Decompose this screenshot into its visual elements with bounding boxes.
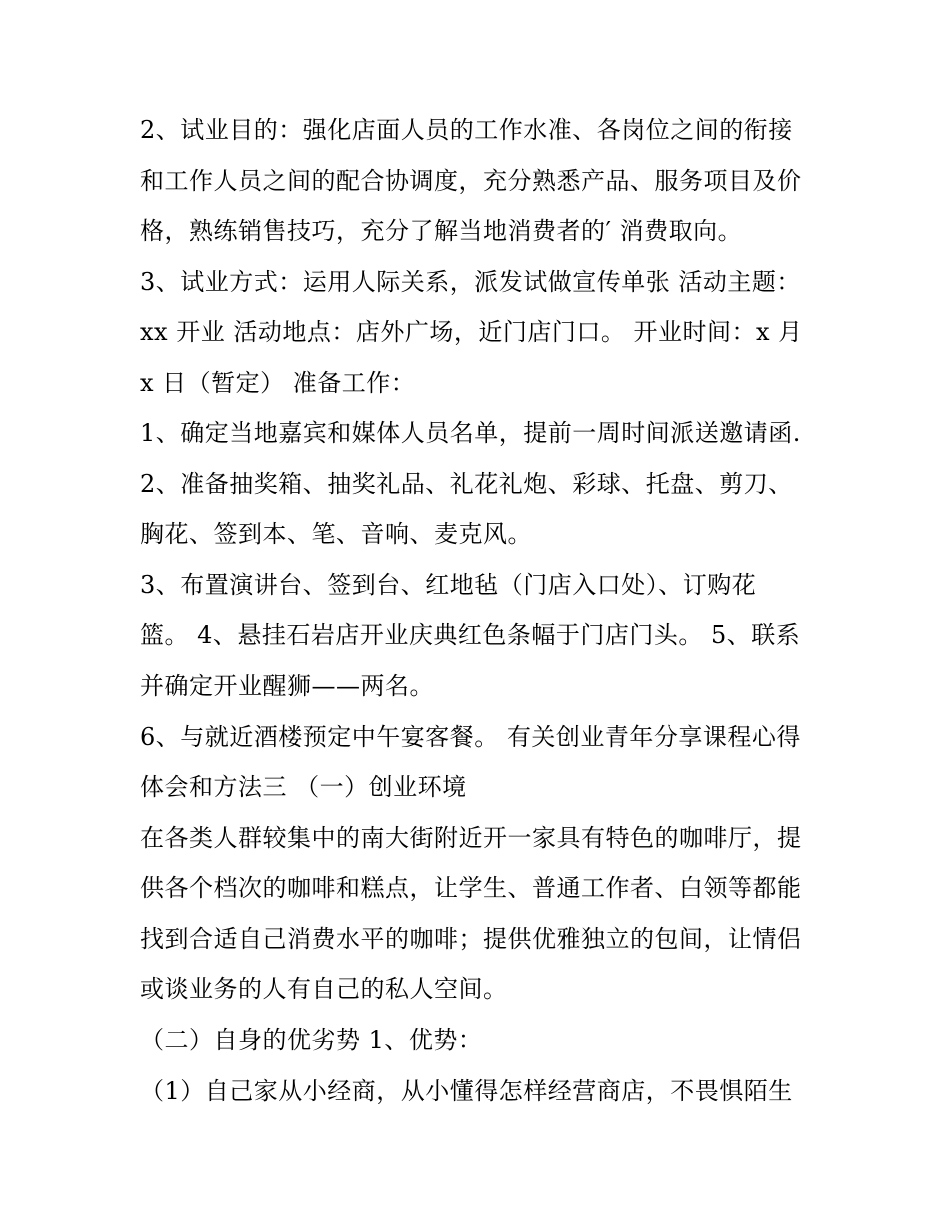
text-line: 并确定开业醒狮——两名。 — [140, 672, 434, 700]
text-line: 格，熟练销售技巧，充分了解当地消费者的′ 消费取向。 — [140, 217, 743, 245]
text-line: （二）自身的优劣势 1、优势： — [140, 1026, 483, 1054]
text-line: 3、试业方式：运用人际关系，派发试做宣传单张 活动主题： — [140, 268, 801, 296]
text-line: 在各类人群较集中的南大街附近开一家具有特色的咖啡厅，提 — [140, 824, 802, 852]
text-line: 供各个档次的咖啡和糕点，让学生、普通工作者、白领等都能 — [140, 874, 802, 902]
text-line: 6、与就近酒楼预定中午宴客餐。 有关创业青年分享课程心得 — [140, 723, 801, 751]
text-line: 或谈业务的人有自己的私人空间。 — [140, 975, 508, 1003]
text-line: 2、准备抽奖箱、抽奖礼品、礼花礼炮、彩球、托盘、剪刀、 — [140, 470, 793, 498]
text-line: 找到合适自己消费水平的咖啡；提供优雅独立的包间，让情侣 — [140, 925, 802, 953]
text-line: 2、试业目的：强化店面人员的工作水准、各岗位之间的衔接 — [140, 116, 793, 144]
text-line: 1、确定当地嘉宾和媒体人员名单，提前一周时间派送邀请函. — [140, 419, 801, 447]
text-line: x 日（暂定） 准备工作： — [140, 369, 416, 397]
text-line: 篮。 4、悬挂石岩店开业庆典红色条幅于门店门头。 5、联系 — [140, 621, 801, 649]
text-line: 胸花、签到本、笔、音响、麦克风。 — [140, 520, 532, 548]
text-line: 3、布置演讲台、签到台、红地毡（门店入口处）、订购花 — [140, 571, 757, 599]
text-line: （1）自己家从小经商，从小懂得怎样经营商店，不畏惧陌生 — [140, 1077, 793, 1105]
text-line: xx 开业 活动地点：店外广场，近门店门口。 开业时间：x 月 — [140, 318, 803, 346]
text-line: 体会和方法三 （一）创业环境 — [140, 773, 467, 801]
text-line: 和工作人员之间的配合协调度，充分熟悉产品、服务项目及价 — [140, 167, 802, 195]
